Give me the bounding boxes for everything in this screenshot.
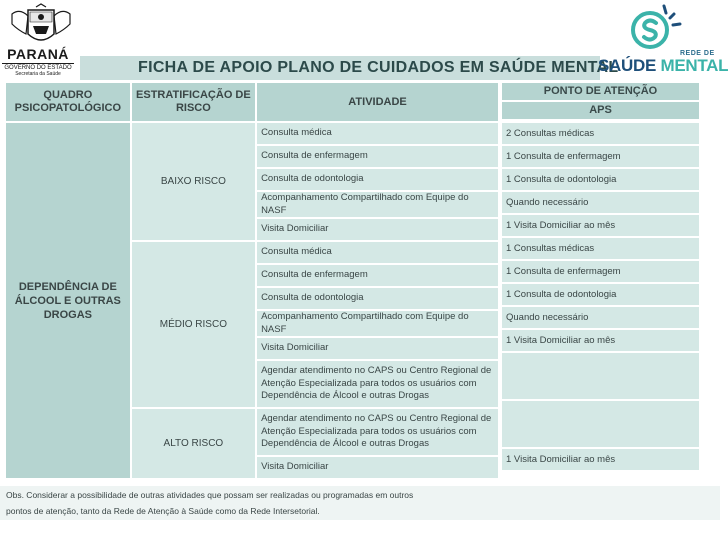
risk-high: ALTO RISCO xyxy=(132,409,255,478)
activity-cell: Consulta de odontologia xyxy=(257,169,498,190)
brand-government: GOVERNO DO ESTADO xyxy=(2,63,74,71)
activity-cell: Acompanhamento Compartilhado com Equipe do NASF xyxy=(257,192,498,217)
aps-cell: 1 Consulta de odontologia xyxy=(502,284,699,305)
logo-mental: MENTAL xyxy=(660,56,728,75)
page-header xyxy=(0,0,728,80)
activity-cell: Visita Domiciliar xyxy=(257,219,498,240)
aps-cell: 1 Consulta de odontologia xyxy=(502,169,699,190)
care-plan-table xyxy=(4,81,500,480)
aps-cell: 1 Visita Domiciliar ao mês xyxy=(502,330,699,351)
activity-cell: Visita Domiciliar xyxy=(257,338,498,359)
activity-cell: Acompanhamento Compartilhado com Equipe do NASF xyxy=(257,311,498,336)
aps-cell: Quando necessário xyxy=(502,307,699,328)
activity-cell: Consulta médica xyxy=(257,123,498,144)
header-ponto-atencao: PONTO DE ATENÇÃO xyxy=(502,83,699,100)
activity-cell: Consulta de odontologia xyxy=(257,288,498,309)
logo-saude: SAÚDE xyxy=(598,56,657,75)
aps-cell: 1 Consultas médicas xyxy=(502,238,699,259)
risk-mid: MÉDIO RISCO xyxy=(132,242,255,407)
logo-rede-label: REDE DE xyxy=(680,50,715,57)
aps-cell-empty xyxy=(502,353,699,399)
aps-cell: 1 Consulta de enfermagem xyxy=(502,146,699,167)
observation-note xyxy=(0,486,720,520)
page-title: FICHA DE APOIO PLANO DE CUIDADOS EM SAÚDE MENTAL xyxy=(138,59,619,76)
parana-crest-icon xyxy=(8,4,74,48)
activity-cell: Agendar atendimento no CAPS ou Centro Regional de Atenção Especializada para todos os usuários com Dependência de Álcool e outras Drogas xyxy=(257,409,498,455)
observation-line: Obs. Considerar a possibilidade de outras atividades que possam ser realizadas ou programadas em outros xyxy=(6,490,414,500)
header-quadro: QUADRO PSICOPATOLÓGICO xyxy=(6,83,130,121)
aps-cell: 2 Consultas médicas xyxy=(502,123,699,144)
aps-cell: 1 Visita Domiciliar ao mês xyxy=(502,449,699,470)
brand-parana: PARANÁ xyxy=(7,46,69,62)
activity-cell: Consulta de enfermagem xyxy=(257,146,498,167)
observation-line: pontos de atenção, tanto da Rede de Atenção à Saúde como da Rede Intersetorial. xyxy=(6,506,320,516)
aps-header xyxy=(502,83,699,119)
activity-cell: Consulta de enfermagem xyxy=(257,265,498,286)
category-cell: DEPENDÊNCIA DE ÁLCOOL E OUTRAS DROGAS xyxy=(6,123,130,478)
logo-name xyxy=(598,56,728,76)
activity-cell: Agendar atendimento no CAPS ou Centro Regional de Atenção Especializada para todos os usuários com Dependência de Álcool e outras Drogas xyxy=(257,361,498,407)
header-estratificacao: ESTRATIFICAÇÃO DE RISCO xyxy=(132,83,255,121)
activity-cell: Consulta médica xyxy=(257,242,498,263)
saude-mental-logo-icon xyxy=(628,2,688,52)
aps-cell-empty xyxy=(502,401,699,447)
header-atividade: ATIVIDADE xyxy=(257,83,498,121)
title-bar xyxy=(80,56,619,80)
aps-cell: 1 Consulta de enfermagem xyxy=(502,261,699,282)
aps-cell: 1 Visita Domiciliar ao mês xyxy=(502,215,699,236)
aps-cell: Quando necessário xyxy=(502,192,699,213)
activity-cell: Visita Domiciliar xyxy=(257,457,498,478)
header-aps: APS xyxy=(502,102,699,119)
risk-low: BAIXO RISCO xyxy=(132,123,255,240)
brand-secretariat: Secretaria da Saúde xyxy=(15,71,61,77)
